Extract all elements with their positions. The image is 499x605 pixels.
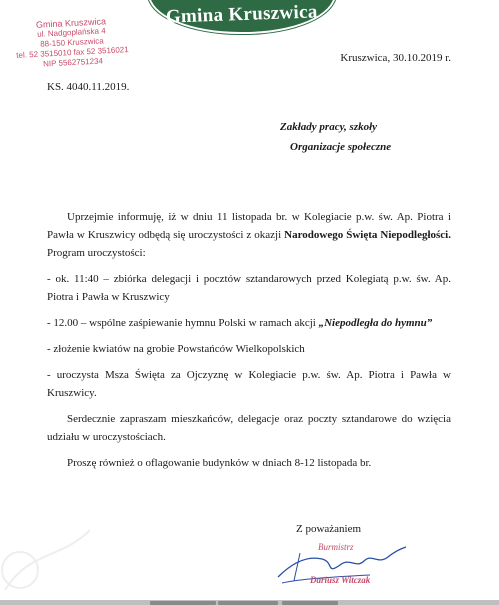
stamp-line: tel. 52 3515010 fax 52 3516021 [16,45,129,60]
program-item: - uroczysta Msza Święta za Ojczyznę w Kolegiacie p.w. św. Ap. Piotra i Pawła w Kruszwicy. [47,369,451,399]
handwritten-signature [260,535,420,595]
recipients [280,117,391,157]
intro-paragraph [47,208,451,262]
decorative-flourish-icon [0,500,120,600]
program-item: - ok. 11:40 – zbiórka delegacji i pocztów sztandarowych przed Kolegiatą p.w. św. Ap. Piotra i Pawła w Kruszwicy [47,273,451,303]
logo-text: Gmina Kruszwica [165,1,319,28]
recipient-line: Zakłady pracy, szkoły [280,121,378,133]
intro-text: Uprzejmie informuję, iż w dniu 11 listopada br. w Kolegiacie p.w. św. Ap. Piotra i Pawła w Kruszwicy odbędą się uroczystości z okazji [47,211,451,241]
program-label: Program uroczystości: [47,247,146,259]
campaign-name: „Niepodległa do hymnu” [318,317,433,329]
signatory-name: Dariusz Witczak [310,575,371,585]
signature-block [260,535,420,595]
item-text: - 12.00 – wspólne zaśpiewanie hymnu Polski w ramach akcji [47,317,319,329]
program-item [47,314,451,332]
signatory-role: Burmistrz [318,542,354,552]
flag-request-paragraph: Proszę również o oflagowanie budynków w dniach 8-12 listopada br. [67,457,372,469]
letter-body [47,208,451,480]
stamp-line: 88-150 Kruszwica [39,36,104,49]
bottom-tab [150,601,216,605]
gmina-logo [148,0,336,34]
recipient-line: Organizacje społeczne [290,141,392,153]
program-item: - złożenie kwiatów na grobie Powstańców Wielkopolskich [47,343,305,355]
stamp-line: Gmina Kruszwica [35,16,107,30]
holiday-name: Narodowego Święta Niepodległości. [284,229,451,241]
invite-paragraph: Serdecznie zapraszam mieszkańców, delegacje oraz poczty sztandarowe do wzięcia udziału w uroczystościach. [47,413,451,443]
reference-number: KS. 4040.11.2019. [47,81,130,93]
closing-salutation: Z poważaniem [296,523,362,535]
stamp-line: ul. Nadgoplańska 4 [37,26,106,39]
letter-date: Kruszwica, 30.10.2019 r. [340,52,451,64]
bottom-tab [282,601,338,605]
office-stamp [11,15,133,71]
stamp-line: NIP 5562751234 [42,56,104,69]
bottom-tab [218,601,278,605]
